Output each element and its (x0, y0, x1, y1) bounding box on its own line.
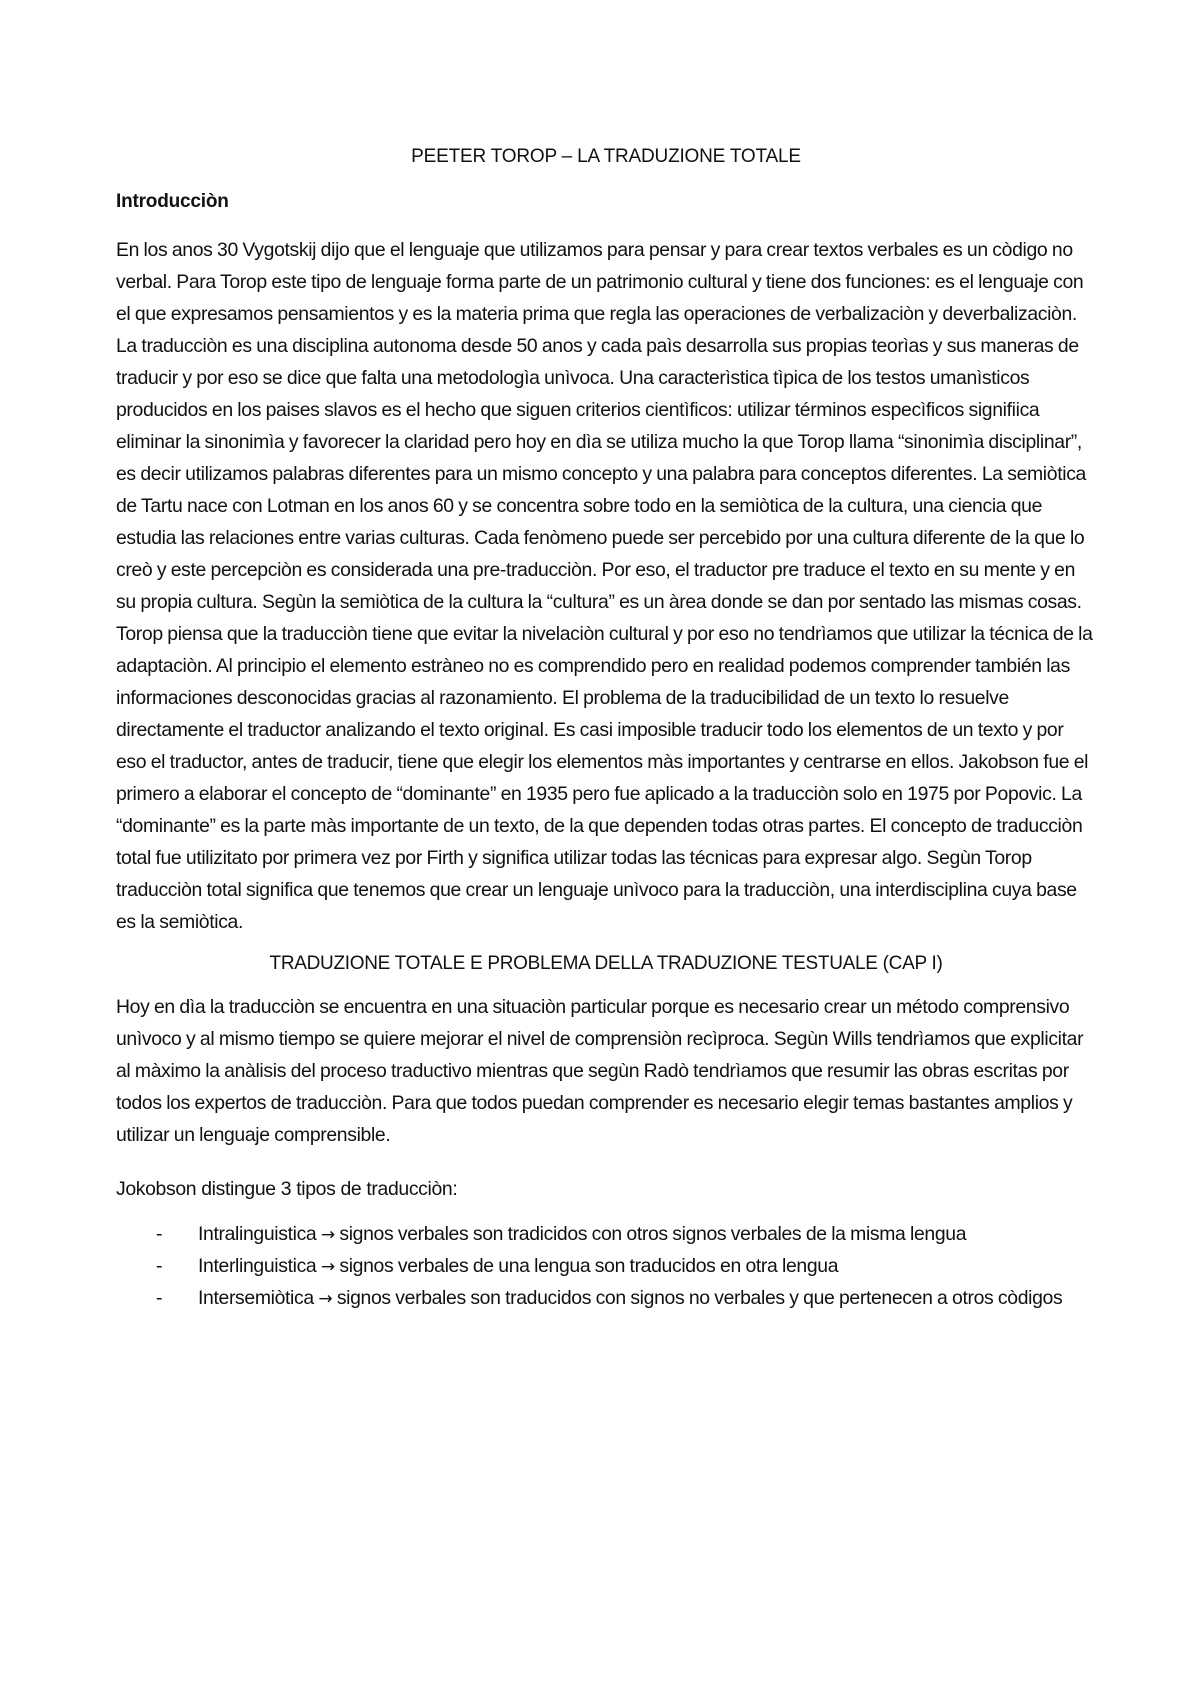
list-item-term: Interlinguistica (198, 1255, 317, 1277)
arrow-right-icon: → (318, 1289, 333, 1309)
list-item-text (198, 1219, 1096, 1251)
list-item (116, 1251, 1096, 1283)
list-item-term: Intersemiòtica (198, 1287, 314, 1309)
intro-heading: Introducciòn (116, 191, 229, 212)
list-item-description: signos verbales son traducidos con signos no verbales y que pertenecen a otros còdigos (336, 1287, 1063, 1309)
section-paragraph: Hoy en dìa la traducciòn se encuentra en una situaciòn particular porque es necesario crear un método comprensivo unìvoco y al mismo tiempo se quiere mejorar el nivel de comprensiòn recìproca. Segùn Wills tendrìamos que explicitar al màximo la anàlisis del proceso traductivo mientras que segùn Radò tendrìamos que resumir las obras escritas por todos los expertos de traducciòn. Para que todos puedan comprender es necesario elegir temas bastantes amplios y utilizar un lenguaje comprensible. (116, 996, 1084, 1146)
list-item-description: signos verbales son tradicidos con otros signos verbales de la misma lengua (339, 1223, 967, 1245)
list-item-description: signos verbales de una lengua son traducidos en otra lengua (339, 1255, 839, 1277)
list-item-term: Intralinguistica (198, 1223, 317, 1245)
list-bullet: - (156, 1223, 163, 1245)
list-item (116, 1219, 1096, 1251)
document-title: PEETER TOROP – LA TRADUZIONE TOTALE (411, 146, 801, 167)
section-title: TRADUZIONE TOTALE E PROBLEMA DELLA TRADUZIONE TESTUALE (CAP I) (269, 953, 943, 974)
intro-paragraph: En los anos 30 Vygotskij dijo que el lenguaje que utilizamos para pensar y para crear textos verbales es un còdigo no verbal. Para Torop este tipo de lenguaje forma parte de un patrimonio cultural y tiene dos funciones: es el lenguaje con el que expresamos pensamientos y es la materia prima que regla las operaciones de verbalizaciòn y deverbalizaciòn. La traducciòn es una disciplina autonoma desde 50 anos y cada paìs desarrolla sus propias teorìas y sus maneras de traducir y por eso se dice que falta una metodologìa unìvoca. Una caracterìstica tìpica de los testos umanìsticos producidos en los paises slavos es el hecho que siguen criterios cientìficos: utilizar términos especìficos signifiica eliminar la sinonimìa y favorecer la claridad pero hoy en dìa se utiliza mucho la que Torop llama “sinonimìa disciplinar”, es decir utilizamos palabras diferentes para un mismo concepto y una palabra para conceptos diferentes. La semiòtica de Tartu nace con Lotman en los anos 60 y se concentra sobre todo en la semiòtica de la cultura, una ciencia que estudia las relaciones entre varias culturas. Cada fenòmeno puede ser percebido por una cultura diferente de la que lo creò y este percepciòn es considerada una pre-traducciòn. Por eso, el traductor pre traduce el texto en su mente y en su propia cultura. Segùn la semiòtica de la cultura la “cultura” es un àrea donde se dan por sentado las mismas cosas. Torop piensa que la traducciòn tiene que evitar la nivelaciòn cultural y por eso no tendrìamos que utilizar la técnica de la adaptaciòn. Al principio el elemento estràneo no es comprendido pero en realidad podemos comprender también las informaciones desconocidas gracias al razonamiento. El problema de la traducibilidad de un texto lo resuelve directamente el traductor analizando el texto original. Es casi imposible traducir todo los elementos de un texto y por eso el traductor, antes de traducir, tiene que elegir los elementos màs importantes y centrarse en ellos. Jakobson fue el primero a elaborar el concepto de “dominante” en 1935 pero fue aplicado a la traducciòn solo en 1975 por Popovic. La “dominante” es la parte màs importante de un texto, de la que dependen todas otras partes. El concepto de traducciòn total fue utilizitato por primera vez por Firth y significa utilizar todas las técnicas para expresar algo. Segùn Torop traducciòn total significa que tenemos que crear un lenguaje unìvoco para la traducciòn, una interdisciplina cuya base es la semiòtica. (116, 239, 1093, 933)
arrow-right-icon: → (320, 1225, 335, 1245)
list-item (116, 1283, 1096, 1315)
document-page (116, 145, 1096, 1315)
arrow-right-icon: → (320, 1257, 335, 1277)
list-bullet: - (156, 1287, 163, 1309)
list-bullet: - (156, 1255, 163, 1277)
list-item-text (198, 1251, 1096, 1283)
translation-types-list (116, 1219, 1096, 1315)
list-item-text (198, 1283, 1096, 1315)
list-lead: Jokobson distingue 3 tipos de traducciòn: (116, 1178, 458, 1200)
